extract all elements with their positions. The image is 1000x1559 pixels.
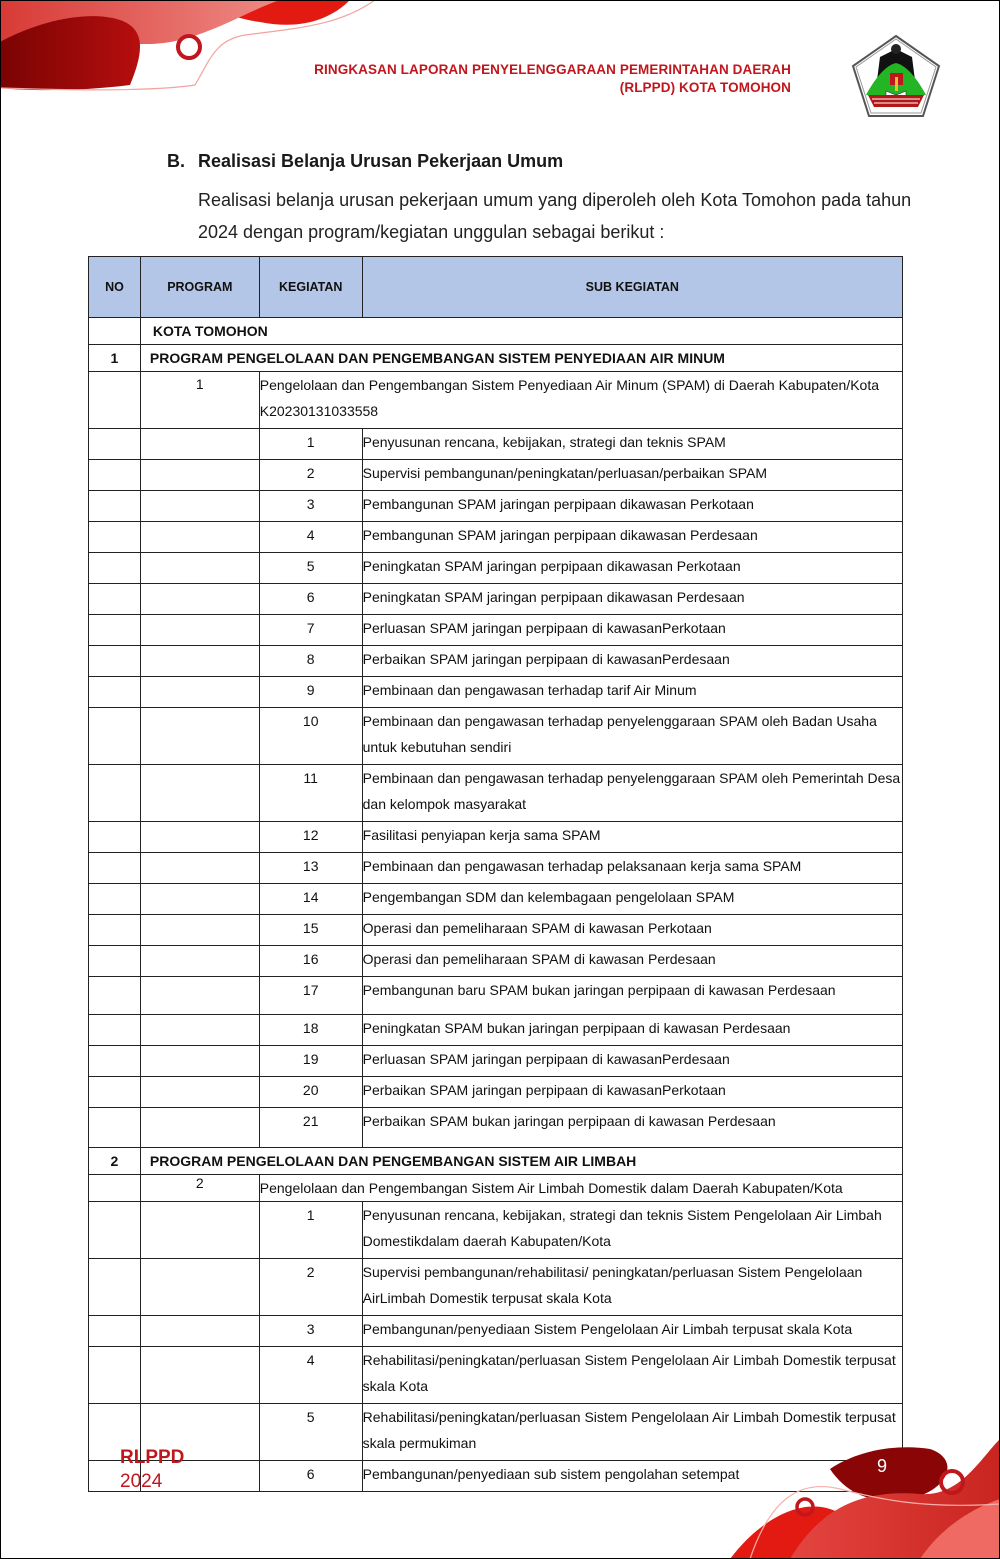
sub-kegiatan-no: 12 bbox=[259, 822, 362, 853]
sub-kegiatan-text: Peningkatan SPAM jaringan perpipaan dikawasan Perkotaan bbox=[362, 553, 902, 584]
header-title-line1: RINGKASAN LAPORAN PENYELENGGARAAN PEMERINTAHAN DAERAH bbox=[314, 62, 791, 77]
sub-kegiatan-text: Perbaikan SPAM jaringan perpipaan di kawasanPerdesaan bbox=[362, 646, 902, 677]
sub-kegiatan-no: 21 bbox=[259, 1108, 362, 1148]
sub-kegiatan-no: 3 bbox=[259, 1316, 362, 1347]
sub-kegiatan-row bbox=[89, 946, 903, 977]
empty-cell bbox=[140, 1259, 259, 1316]
sub-kegiatan-row bbox=[89, 708, 903, 765]
empty-cell bbox=[89, 372, 141, 429]
footer-label: RLPPD bbox=[120, 1447, 185, 1468]
sub-kegiatan-row bbox=[89, 584, 903, 615]
region-label: KOTA TOMOHON bbox=[140, 318, 902, 345]
empty-cell bbox=[140, 1316, 259, 1347]
empty-cell bbox=[140, 946, 259, 977]
empty-cell bbox=[89, 1077, 141, 1108]
sub-kegiatan-row bbox=[89, 615, 903, 646]
sub-kegiatan-row bbox=[89, 977, 903, 1015]
sub-kegiatan-row bbox=[89, 491, 903, 522]
sub-kegiatan-row bbox=[89, 1015, 903, 1046]
table-header-row bbox=[89, 257, 903, 318]
sub-kegiatan-no: 3 bbox=[259, 491, 362, 522]
empty-cell bbox=[140, 822, 259, 853]
sub-kegiatan-text: Rehabilitasi/peningkatan/perluasan Sistem Pengelolaan Air Limbah Domestik terpusat skala permukiman bbox=[362, 1404, 902, 1461]
empty-cell bbox=[140, 460, 259, 491]
header-title-line2: (RLPPD) KOTA TOMOHON bbox=[619, 80, 791, 95]
kegiatan-row bbox=[89, 1175, 903, 1202]
kota-tomohon-logo-icon bbox=[850, 33, 942, 119]
empty-cell bbox=[89, 884, 141, 915]
empty-cell bbox=[140, 553, 259, 584]
sub-kegiatan-row bbox=[89, 677, 903, 708]
sub-kegiatan-no: 16 bbox=[259, 946, 362, 977]
empty-cell bbox=[89, 853, 141, 884]
empty-cell bbox=[89, 1259, 141, 1316]
sub-kegiatan-no: 2 bbox=[259, 1259, 362, 1316]
sub-kegiatan-text: Pembangunan/penyediaan sub sistem pengolahan setempat bbox=[362, 1461, 902, 1492]
column-header-sub-kegiatan: SUB KEGIATAN bbox=[362, 257, 902, 318]
kegiatan-name: Pengelolaan dan Pengembangan Sistem Air Limbah Domestik dalam Daerah Kabupaten/Kota bbox=[259, 1175, 902, 1202]
empty-cell bbox=[140, 915, 259, 946]
sub-kegiatan-row bbox=[89, 1259, 903, 1316]
sub-kegiatan-text: Pembinaan dan pengawasan terhadap pelaksanaan kerja sama SPAM bbox=[362, 853, 902, 884]
region-no-cell bbox=[89, 318, 141, 345]
kegiatan-no: 2 bbox=[140, 1175, 259, 1202]
sub-kegiatan-row bbox=[89, 1108, 903, 1148]
sub-kegiatan-no: 11 bbox=[259, 765, 362, 822]
empty-cell bbox=[140, 1015, 259, 1046]
sub-kegiatan-no: 18 bbox=[259, 1015, 362, 1046]
sub-kegiatan-no: 20 bbox=[259, 1077, 362, 1108]
sub-kegiatan-text: Fasilitasi penyiapan kerja sama SPAM bbox=[362, 822, 902, 853]
program-no: 2 bbox=[89, 1148, 141, 1175]
sub-kegiatan-text: Penyusunan rencana, kebijakan, strategi dan teknis SPAM bbox=[362, 429, 902, 460]
sub-kegiatan-text: Supervisi pembangunan/rehabilitasi/ peningkatan/perluasan Sistem Pengelolaan AirLimbah Domestik terpusat skala Kota bbox=[362, 1259, 902, 1316]
empty-cell bbox=[89, 977, 141, 1015]
empty-cell bbox=[89, 429, 141, 460]
sub-kegiatan-row bbox=[89, 1077, 903, 1108]
sub-kegiatan-text: Peningkatan SPAM bukan jaringan perpipaan di kawasan Perdesaan bbox=[362, 1015, 902, 1046]
empty-cell bbox=[89, 460, 141, 491]
sub-kegiatan-no: 6 bbox=[259, 1461, 362, 1492]
sub-kegiatan-text: Pembangunan baru SPAM bukan jaringan perpipaan di kawasan Perdesaan bbox=[362, 977, 902, 1015]
sub-kegiatan-no: 17 bbox=[259, 977, 362, 1015]
sub-kegiatan-no: 5 bbox=[259, 553, 362, 584]
sub-kegiatan-row bbox=[89, 553, 903, 584]
empty-cell bbox=[89, 822, 141, 853]
empty-cell bbox=[89, 1046, 141, 1077]
sub-kegiatan-row bbox=[89, 1202, 903, 1259]
sub-kegiatan-no: 4 bbox=[259, 1347, 362, 1404]
empty-cell bbox=[89, 491, 141, 522]
sub-kegiatan-no: 9 bbox=[259, 677, 362, 708]
region-row bbox=[89, 318, 903, 345]
section-intro-paragraph: Realisasi belanja urusan pekerjaan umum yang diperoleh oleh Kota Tomohon pada tahun 2024 dengan program/kegiatan unggulan sebagai berikut : bbox=[198, 190, 912, 242]
sub-kegiatan-text: Penyusunan rencana, kebijakan, strategi dan teknis Sistem Pengelolaan Air Limbah Domestikdalam daerah Kabupaten/Kota bbox=[362, 1202, 902, 1259]
sub-kegiatan-no: 14 bbox=[259, 884, 362, 915]
column-header-program: PROGRAM bbox=[140, 257, 259, 318]
program-table bbox=[88, 256, 903, 1492]
sub-kegiatan-text: Pembangunan/penyediaan Sistem Pengelolaan Air Limbah terpusat skala Kota bbox=[362, 1316, 902, 1347]
empty-cell bbox=[89, 615, 141, 646]
sub-kegiatan-text: Rehabilitasi/peningkatan/perluasan Sistem Pengelolaan Air Limbah Domestik terpusat skala Kota bbox=[362, 1347, 902, 1404]
empty-cell bbox=[140, 584, 259, 615]
program-no: 1 bbox=[89, 345, 141, 372]
sub-kegiatan-text: Perluasan SPAM jaringan perpipaan di kawasanPerkotaan bbox=[362, 615, 902, 646]
sub-kegiatan-no: 6 bbox=[259, 584, 362, 615]
sub-kegiatan-row bbox=[89, 853, 903, 884]
sub-kegiatan-row bbox=[89, 765, 903, 822]
section-letter: B. bbox=[167, 151, 185, 171]
empty-cell bbox=[140, 708, 259, 765]
empty-cell bbox=[140, 522, 259, 553]
column-header-no: NO bbox=[89, 257, 141, 318]
sub-kegiatan-text: Pembangunan SPAM jaringan perpipaan dikawasan Perkotaan bbox=[362, 491, 902, 522]
kegiatan-name: Pengelolaan dan Pengembangan Sistem Penyediaan Air Minum (SPAM) di Daerah Kabupaten/Kota K20230131033558 bbox=[259, 372, 902, 429]
empty-cell bbox=[140, 765, 259, 822]
sub-kegiatan-row bbox=[89, 522, 903, 553]
empty-cell bbox=[89, 677, 141, 708]
section-heading bbox=[167, 151, 563, 172]
empty-cell bbox=[140, 1077, 259, 1108]
empty-cell bbox=[140, 853, 259, 884]
sub-kegiatan-text: Pembinaan dan pengawasan terhadap tarif Air Minum bbox=[362, 677, 902, 708]
column-header-kegiatan: KEGIATAN bbox=[259, 257, 362, 318]
sub-kegiatan-text: Perbaikan SPAM bukan jaringan perpipaan di kawasan Perdesaan bbox=[362, 1108, 902, 1148]
section-heading-text: Realisasi Belanja Urusan Pekerjaan Umum bbox=[198, 151, 564, 171]
sub-kegiatan-no: 8 bbox=[259, 646, 362, 677]
empty-cell bbox=[140, 1202, 259, 1259]
sub-kegiatan-text: Perbaikan SPAM jaringan perpipaan di kawasanPerkotaan bbox=[362, 1077, 902, 1108]
sub-kegiatan-no: 15 bbox=[259, 915, 362, 946]
document-header-title bbox=[314, 61, 791, 97]
sub-kegiatan-no: 13 bbox=[259, 853, 362, 884]
sub-kegiatan-no: 5 bbox=[259, 1404, 362, 1461]
empty-cell bbox=[89, 708, 141, 765]
empty-cell bbox=[140, 429, 259, 460]
sub-kegiatan-row bbox=[89, 460, 903, 491]
kegiatan-row bbox=[89, 372, 903, 429]
sub-kegiatan-no: 19 bbox=[259, 1046, 362, 1077]
page-number: 9 bbox=[877, 1456, 888, 1476]
empty-cell bbox=[89, 522, 141, 553]
sub-kegiatan-no: 1 bbox=[259, 1202, 362, 1259]
empty-cell bbox=[89, 553, 141, 584]
footer-report-label bbox=[120, 1446, 184, 1494]
program-row bbox=[89, 1148, 903, 1175]
sub-kegiatan-row bbox=[89, 884, 903, 915]
empty-cell bbox=[140, 977, 259, 1015]
empty-cell bbox=[89, 1316, 141, 1347]
sub-kegiatan-text: Perluasan SPAM jaringan perpipaan di kawasanPerdesaan bbox=[362, 1046, 902, 1077]
empty-cell bbox=[89, 1015, 141, 1046]
empty-cell bbox=[140, 615, 259, 646]
sub-kegiatan-text: Operasi dan pemeliharaan SPAM di kawasan Perkotaan bbox=[362, 915, 902, 946]
empty-cell bbox=[140, 884, 259, 915]
program-name: PROGRAM PENGELOLAAN DAN PENGEMBANGAN SISTEM PENYEDIAAN AIR MINUM bbox=[140, 345, 902, 372]
sub-kegiatan-row bbox=[89, 1316, 903, 1347]
empty-cell bbox=[89, 584, 141, 615]
sub-kegiatan-no: 2 bbox=[259, 460, 362, 491]
sub-kegiatan-text: Pembinaan dan pengawasan terhadap penyelenggaraan SPAM oleh Badan Usaha untuk kebutuhan sendiri bbox=[362, 708, 902, 765]
sub-kegiatan-text: Pembinaan dan pengawasan terhadap penyelenggaraan SPAM oleh Pemerintah Desa dan kelompok masyarakat bbox=[362, 765, 902, 822]
sub-kegiatan-row bbox=[89, 822, 903, 853]
program-row bbox=[89, 345, 903, 372]
sub-kegiatan-no: 1 bbox=[259, 429, 362, 460]
sub-kegiatan-no: 7 bbox=[259, 615, 362, 646]
sub-kegiatan-text: Pengembangan SDM dan kelembagaan pengelolaan SPAM bbox=[362, 884, 902, 915]
sub-kegiatan-row bbox=[89, 1046, 903, 1077]
table-body bbox=[89, 318, 903, 1492]
sub-kegiatan-text: Pembangunan SPAM jaringan perpipaan dikawasan Perdesaan bbox=[362, 522, 902, 553]
sub-kegiatan-text: Peningkatan SPAM jaringan perpipaan dikawasan Perdesaan bbox=[362, 584, 902, 615]
empty-cell bbox=[89, 1175, 141, 1202]
empty-cell bbox=[89, 646, 141, 677]
sub-kegiatan-text: Supervisi pembangunan/peningkatan/perluasan/perbaikan SPAM bbox=[362, 460, 902, 491]
sub-kegiatan-no: 4 bbox=[259, 522, 362, 553]
sub-kegiatan-no: 10 bbox=[259, 708, 362, 765]
empty-cell bbox=[89, 1202, 141, 1259]
empty-cell bbox=[89, 1347, 141, 1404]
kegiatan-no: 1 bbox=[140, 372, 259, 429]
decorative-wave-bottom bbox=[500, 1389, 1000, 1559]
empty-cell bbox=[89, 946, 141, 977]
empty-cell bbox=[140, 1347, 259, 1404]
empty-cell bbox=[140, 1108, 259, 1148]
empty-cell bbox=[140, 491, 259, 522]
empty-cell bbox=[140, 1046, 259, 1077]
empty-cell bbox=[140, 646, 259, 677]
footer-year: 2024 bbox=[120, 1471, 163, 1492]
sub-kegiatan-text: Operasi dan pemeliharaan SPAM di kawasan Perdesaan bbox=[362, 946, 902, 977]
empty-cell bbox=[140, 677, 259, 708]
empty-cell bbox=[89, 765, 141, 822]
sub-kegiatan-row bbox=[89, 429, 903, 460]
empty-cell bbox=[89, 1108, 141, 1148]
sub-kegiatan-row bbox=[89, 646, 903, 677]
program-name: PROGRAM PENGELOLAAN DAN PENGEMBANGAN SISTEM AIR LIMBAH bbox=[140, 1148, 902, 1175]
sub-kegiatan-row bbox=[89, 915, 903, 946]
empty-cell bbox=[89, 915, 141, 946]
